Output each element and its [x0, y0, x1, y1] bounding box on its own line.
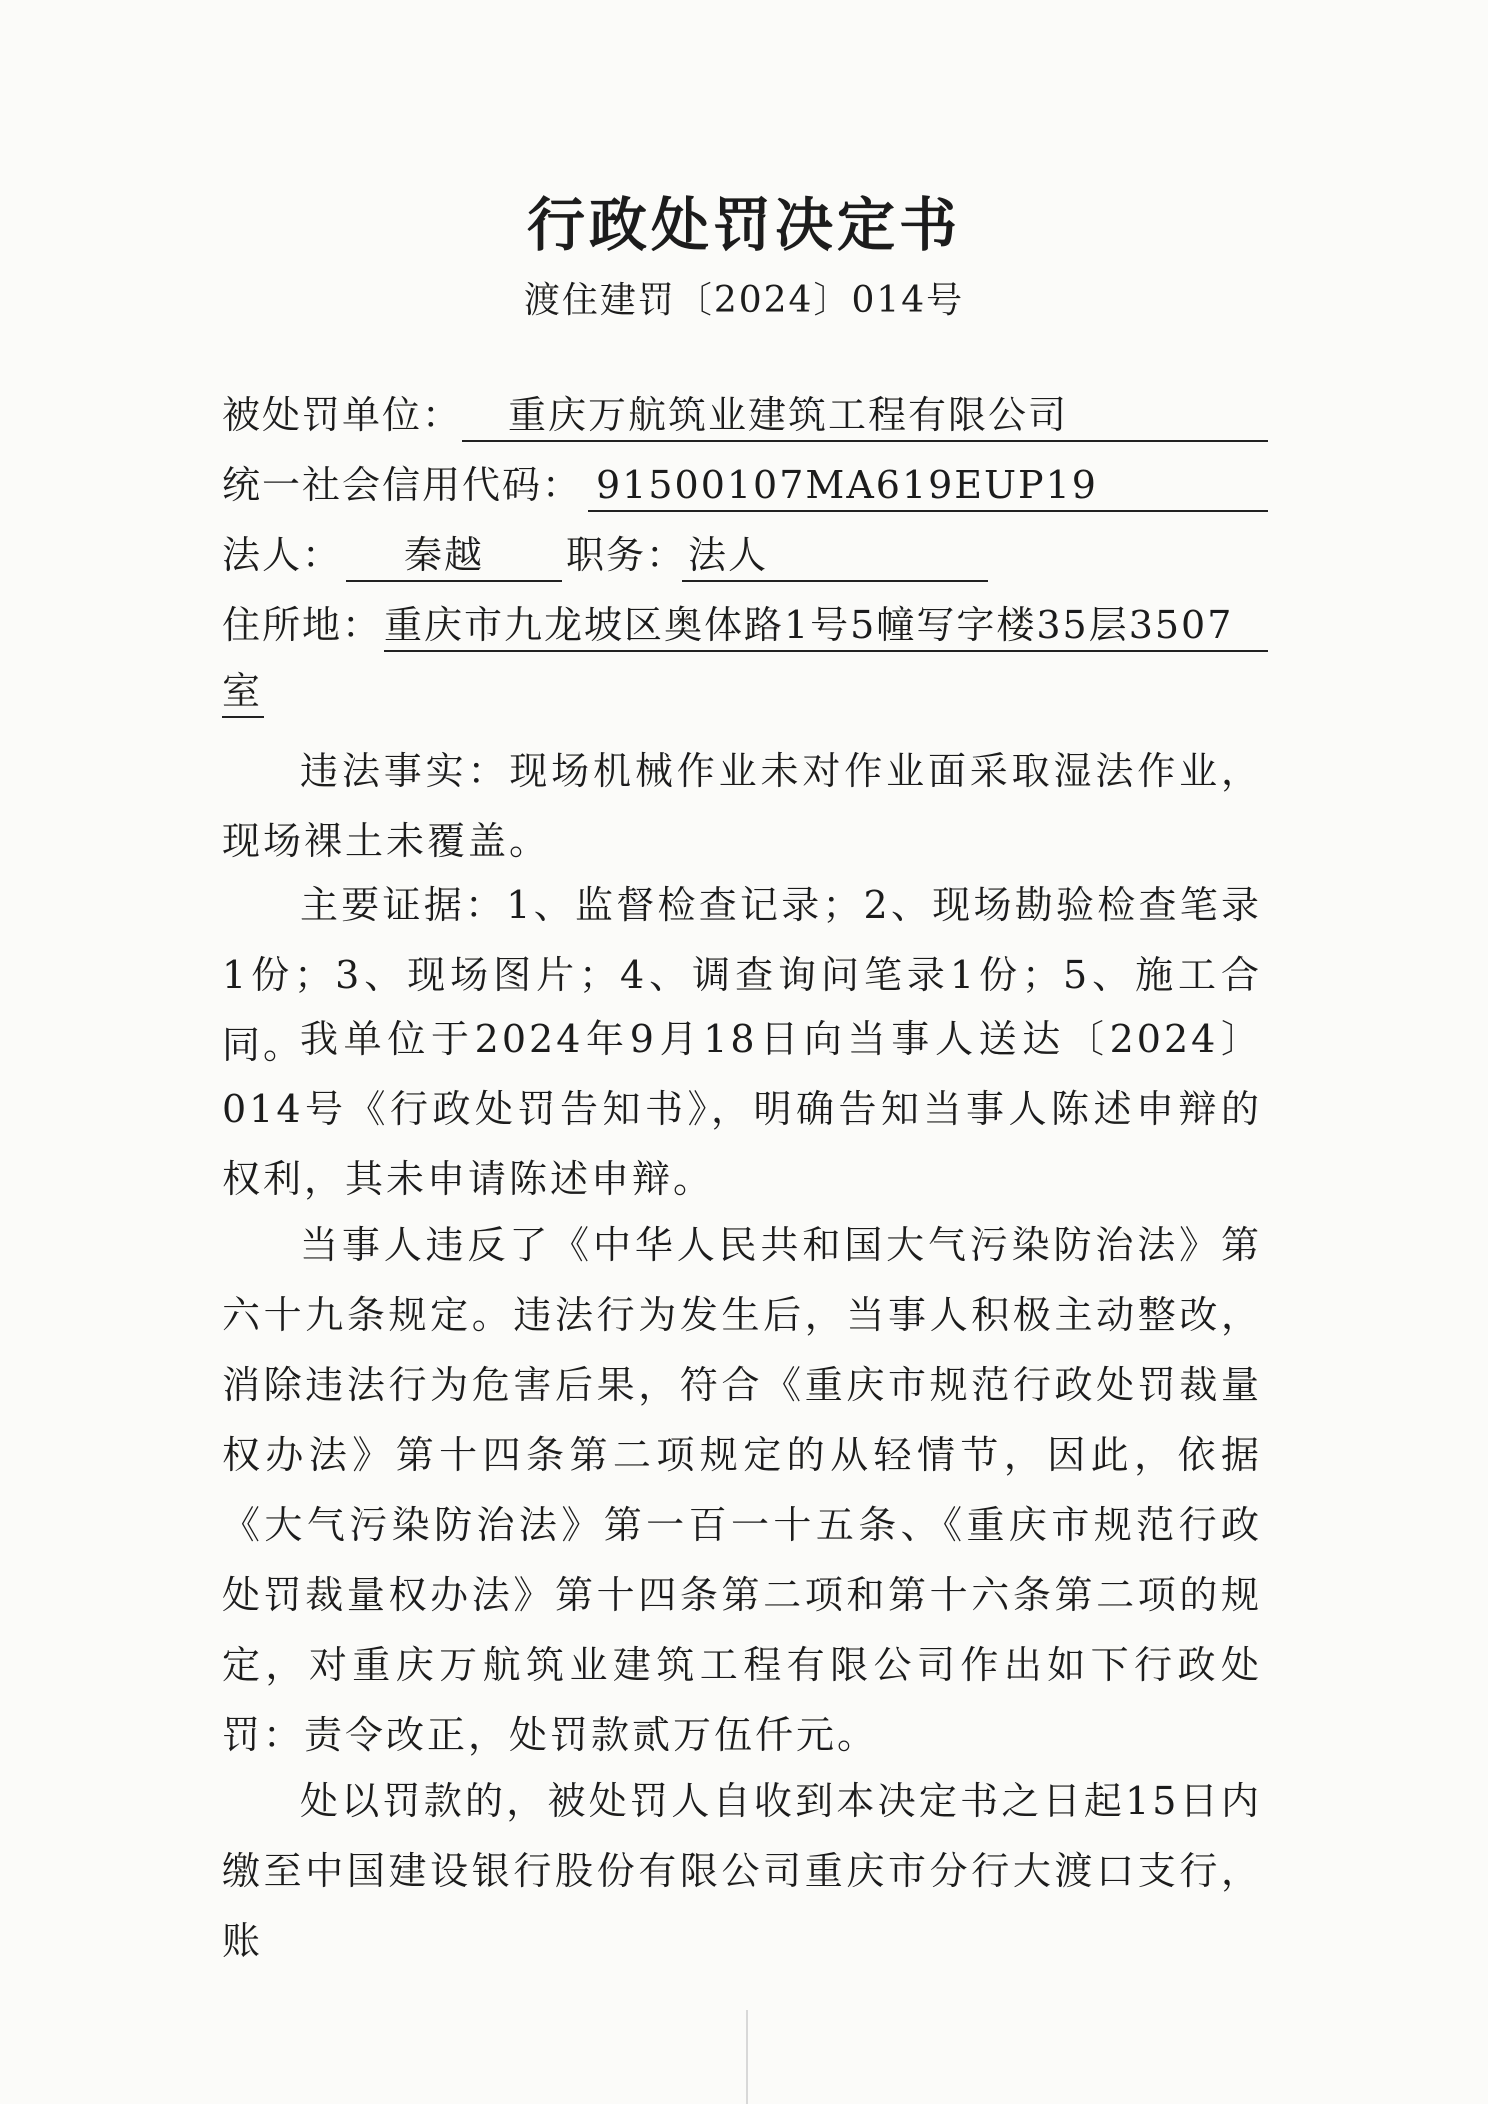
page-fold-mark [746, 2010, 748, 2104]
post-value: 法人 [688, 533, 769, 577]
credit-code-line [588, 460, 1268, 512]
legal-person-label: 法人： [222, 533, 343, 577]
address-line [384, 600, 1268, 652]
unit-value: 重庆万航筑业建筑工程有限公司 [508, 393, 1069, 437]
address-label: 住所地： [222, 603, 383, 647]
violation-facts-paragraph: 违法事实：现场机械作业未对作业面采取湿法作业，现场裸土未覆盖。 [222, 749, 1262, 863]
credit-code-label: 统一社会信用代码： [222, 463, 583, 507]
penalty-decision-paragraph: 当事人违反了《中华人民共和国大气污染防治法》第六十九条规定。违法行为发生后，当事人积极主动整改，消除违法行为危害后果，符合《重庆市规范行政处罚裁量权办法》第十四条第二项规定的从轻情节，因此，依据《大气污染防治法》第一百一十五条、《重庆市规范行政处罚裁量权办法》第十四条第二项和第十六条第二项的规定，对重庆万航筑业建筑工程有限公司作出如下行政处罚：责令改正，处罚款贰万伍仟元。 [222, 1223, 1262, 1757]
payment-paragraph: 处以罚款的，被处罚人自收到本决定书之日起15日内缴至中国建设银行股份有限公司重庆市分行大渡口支行，账 [222, 1779, 1262, 1963]
address-continuation-line [222, 666, 264, 718]
notice-paragraph: 我单位于2024年9月18日向当事人送达〔2024〕014号《行政处罚告知书》，明确告知当事人陈述申辩的权利，其未申请陈述申辩。 [222, 1017, 1262, 1201]
document-number: 渡住建罚〔2024〕014号 [523, 280, 965, 321]
document-title: 行政处罚决定书 [526, 191, 961, 259]
legal-person-value: 秦越 [404, 533, 485, 577]
address-value: 重庆市九龙坡区奥体路1号5幢写字楼35层3507 [384, 603, 1234, 647]
address-continuation: 室 [222, 669, 263, 713]
post-label: 职务： [566, 533, 687, 577]
post-line [682, 530, 988, 582]
unit-value-line [462, 390, 1268, 442]
credit-code-value: 91500107MA619EUP19 [596, 463, 1098, 507]
legal-person-line [346, 530, 562, 582]
evidence-paragraph: 主要证据：1、监督检查记录；2、现场勘验检查笔录1份；3、现场图片；4、调查询问笔录1份；5、施工合同。 [222, 883, 1262, 1067]
unit-label: 被处罚单位： [222, 393, 463, 437]
